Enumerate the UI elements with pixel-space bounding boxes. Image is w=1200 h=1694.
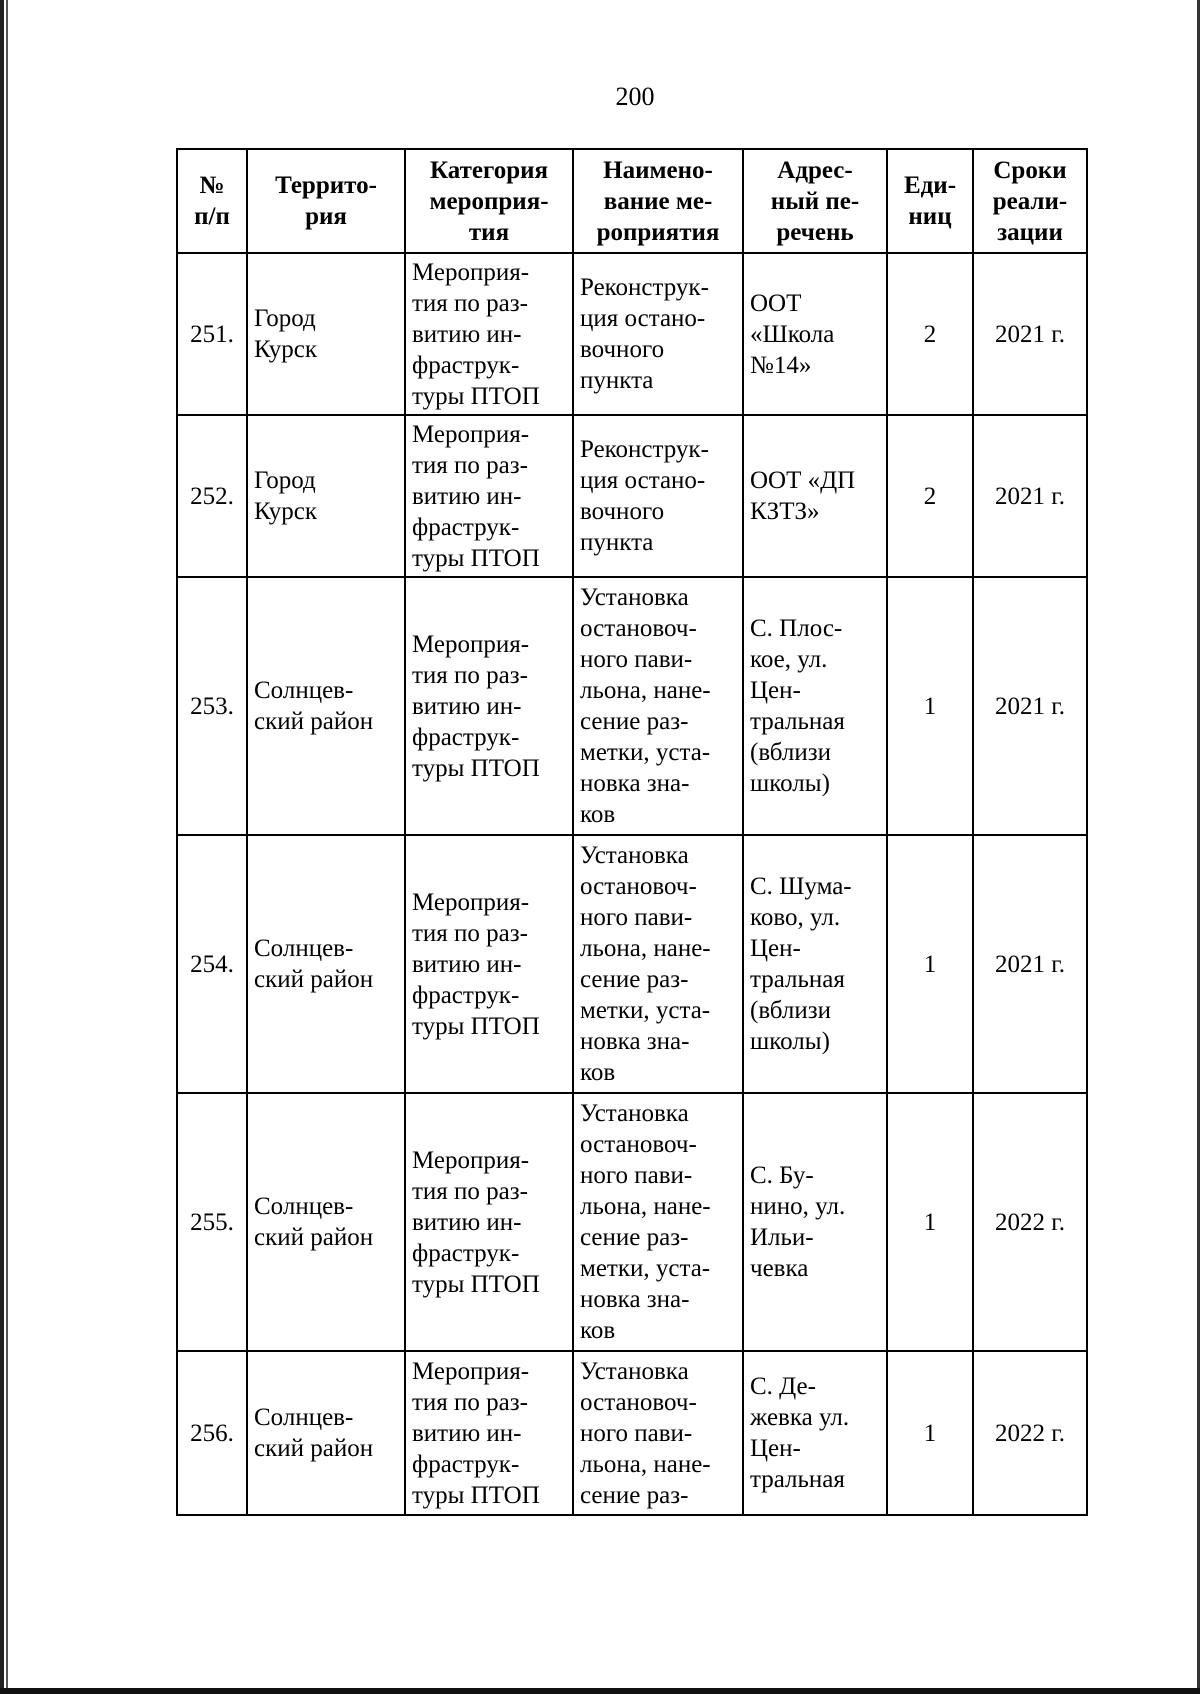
cell-territory: Город Курск <box>247 253 405 415</box>
cell-units: 2 <box>887 415 973 577</box>
scan-border-bottom <box>0 1688 1200 1694</box>
cell-category: Мероприя- тия по раз- витию ин- фраструк- туры ПТОП <box>405 1351 573 1515</box>
cell-deadline: 2022 г. <box>973 1351 1087 1515</box>
header-territory: Террито- рия <box>247 149 405 253</box>
table-row <box>177 577 1087 835</box>
header-units: Еди- ниц <box>887 149 973 253</box>
cell-units: 2 <box>887 253 973 415</box>
table-row <box>177 1093 1087 1351</box>
cell-units: 1 <box>887 577 973 835</box>
cell-category: Мероприя- тия по раз- витию ин- фраструк- туры ПТОП <box>405 1093 573 1351</box>
cell-address: С. Плос- кое, ул. Цен- тральная (вблизи школы) <box>743 577 887 835</box>
scan-border-left-inner <box>6 0 8 1694</box>
cell-measure-name: Установка остановоч- ного пави- льона, нане- сение раз- <box>573 1351 743 1515</box>
table-row <box>177 1351 1087 1515</box>
cell-category: Мероприя- тия по раз- витию ин- фраструк- туры ПТОП <box>405 415 573 577</box>
cell-number: 253. <box>177 577 247 835</box>
cell-territory: Солнцев- ский район <box>247 577 405 835</box>
cell-territory: Город Курск <box>247 415 405 577</box>
cell-number: 254. <box>177 835 247 1093</box>
measures-table <box>176 148 1088 1516</box>
cell-units: 1 <box>887 835 973 1093</box>
cell-number: 251. <box>177 253 247 415</box>
cell-measure-name: Реконструк- ция остано- вочного пункта <box>573 253 743 415</box>
cell-category: Мероприя- тия по раз- витию ин- фраструк- туры ПТОП <box>405 835 573 1093</box>
cell-number: 252. <box>177 415 247 577</box>
header-category: Категория мероприя- тия <box>405 149 573 253</box>
cell-measure-name: Установка остановоч- ного пави- льона, нане- сение раз- метки, уста- новка зна- ков <box>573 1093 743 1351</box>
cell-deadline: 2021 г. <box>973 253 1087 415</box>
header-measure-name: Наимено- вание ме- роприятия <box>573 149 743 253</box>
cell-number: 255. <box>177 1093 247 1351</box>
cell-number: 256. <box>177 1351 247 1515</box>
page-number: 200 <box>615 82 655 111</box>
cell-measure-name: Установка остановоч- ного пави- льона, нане- сение раз- метки, уста- новка зна- ков <box>573 577 743 835</box>
cell-category: Мероприя- тия по раз- витию ин- фраструк- туры ПТОП <box>405 253 573 415</box>
table-row <box>177 253 1087 415</box>
cell-address: ООТ «ДП КЗТЗ» <box>743 415 887 577</box>
cell-deadline: 2021 г. <box>973 835 1087 1093</box>
cell-address: С. Бу- нино, ул. Ильи- чевка <box>743 1093 887 1351</box>
cell-deadline: 2021 г. <box>973 577 1087 835</box>
table-row <box>177 835 1087 1093</box>
table-header-row <box>177 149 1087 253</box>
cell-address: ООТ «Школа №14» <box>743 253 887 415</box>
header-number: № п/п <box>177 149 247 253</box>
cell-category: Мероприя- тия по раз- витию ин- фраструк- туры ПТОП <box>405 577 573 835</box>
cell-territory: Солнцев- ский район <box>247 1351 405 1515</box>
header-deadline: Сроки реали- зации <box>973 149 1087 253</box>
cell-territory: Солнцев- ский район <box>247 835 405 1093</box>
cell-units: 1 <box>887 1351 973 1515</box>
cell-units: 1 <box>887 1093 973 1351</box>
cell-address: С. Де- жевка ул. Цен- тральная <box>743 1351 887 1515</box>
cell-measure-name: Реконструк- ция остано- вочного пункта <box>573 415 743 577</box>
table-row <box>177 415 1087 577</box>
cell-territory: Солнцев- ский район <box>247 1093 405 1351</box>
scan-border-left <box>0 0 4 1694</box>
cell-deadline: 2021 г. <box>973 415 1087 577</box>
header-address: Адрес- ный пе- речень <box>743 149 887 253</box>
cell-deadline: 2022 г. <box>973 1093 1087 1351</box>
cell-measure-name: Установка остановоч- ного пави- льона, нане- сение раз- метки, уста- новка зна- ков <box>573 835 743 1093</box>
cell-address: С. Шума- ково, ул. Цен- тральная (вблизи школы) <box>743 835 887 1093</box>
